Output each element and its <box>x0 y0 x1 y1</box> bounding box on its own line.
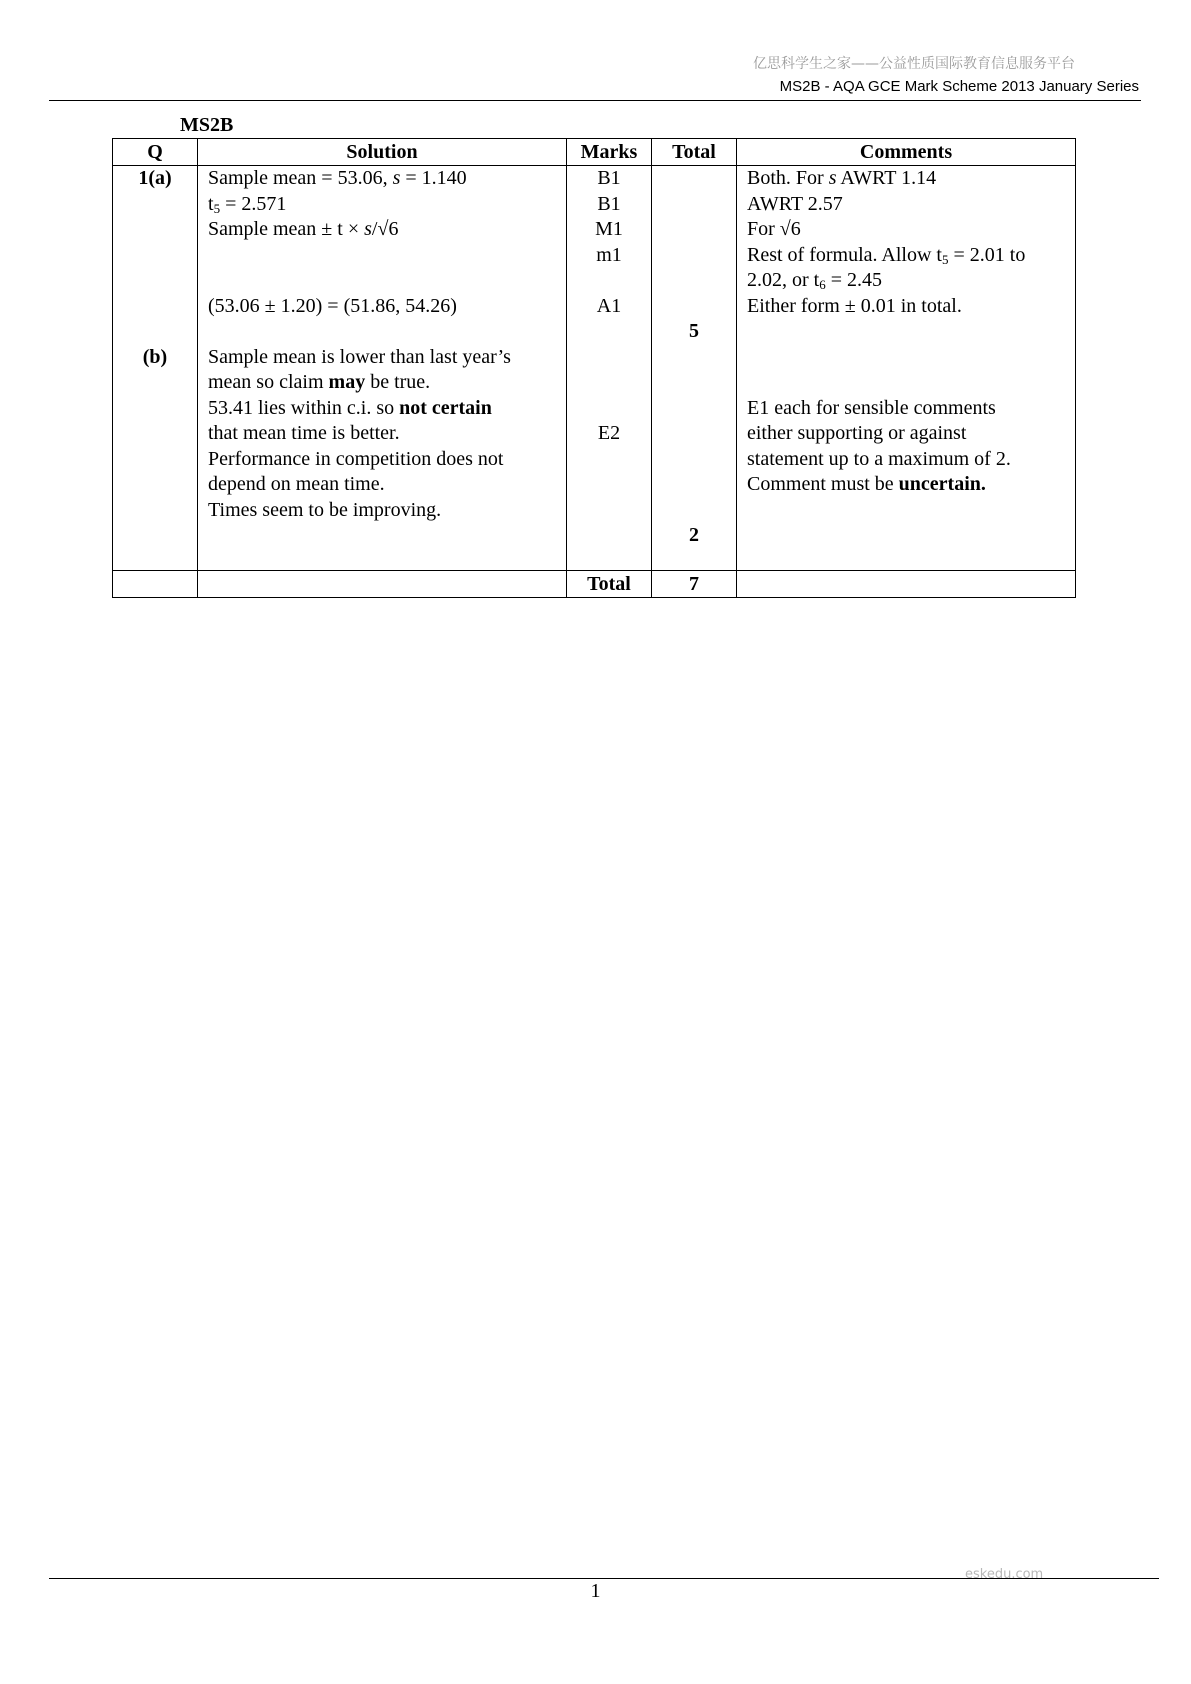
header-marks: Marks <box>567 139 652 166</box>
comment-line: Either form ± 0.01 in total. <box>747 294 962 317</box>
total-cell <box>652 166 737 571</box>
solution-line: 53.41 lies within c.i. so not certain <box>208 396 492 419</box>
empty-cell <box>198 571 567 598</box>
mark-b1: B1 <box>597 192 621 215</box>
solution-line: (53.06 ± 1.20) = (51.86, 54.26) <box>208 294 457 317</box>
page-number: 1 <box>590 1580 601 1602</box>
header-q: Q <box>113 139 198 166</box>
solution-line: Sample mean is lower than last year’s <box>208 345 511 368</box>
grand-total-row <box>113 571 1076 598</box>
mark-m1: M1 <box>595 218 623 240</box>
solution-cell <box>198 166 567 571</box>
document-header: MS2B - AQA GCE Mark Scheme 2013 January Series <box>779 78 1139 95</box>
header-comments: Comments <box>737 139 1076 166</box>
comment-line: Comment must be uncertain. <box>747 473 986 495</box>
comment-line: 2.02, or $t_6 = 2.45$ <box>747 269 882 292</box>
solution-line: that mean time is better. <box>208 422 400 444</box>
comment-line: E1 each for sensible comments <box>747 396 996 419</box>
solution-line: Sample mean ± t × s/√6 <box>208 218 399 240</box>
table-header-row <box>113 139 1076 166</box>
footer-watermark: eskedu.com <box>965 1567 1044 1582</box>
mark-scheme-table <box>112 138 1076 598</box>
mark-m1-method: m1 <box>596 243 622 266</box>
question-1b: (b) <box>142 345 168 368</box>
watermark-banner: 亿思科学生之家——公益性质国际教育信息服务平台 <box>753 56 1075 72</box>
solution-line: depend on mean time. <box>208 473 385 495</box>
mark-a1: A1 <box>596 294 622 317</box>
empty-cell <box>113 571 198 598</box>
mark-b1: B1 <box>597 167 621 189</box>
comment-line: either supporting or against <box>747 422 967 444</box>
comment-line: statement up to a maximum of 2. <box>747 447 1011 470</box>
table-row-q1 <box>113 166 1076 571</box>
header-rule <box>49 100 1141 101</box>
solution-line: Sample mean = 53.06, s = 1.140 <box>208 167 467 189</box>
header-total: Total <box>652 139 737 166</box>
comment-line: For √6 <box>747 218 801 240</box>
comment-line: AWRT 2.57 <box>747 192 843 215</box>
comment-line: Both. For s AWRT 1.14 <box>747 167 937 189</box>
grand-total-label: Total <box>567 571 652 598</box>
solution-line: Performance in competition does not <box>208 447 504 470</box>
section-label: MS2B <box>180 114 234 136</box>
solution-line: mean so claim may be true. <box>208 371 431 393</box>
mark-e2: E2 <box>597 422 621 444</box>
solution-line: $t_5 = 2.571$ <box>208 192 287 216</box>
question-cell <box>113 166 198 571</box>
grand-total-value: 7 <box>652 571 737 598</box>
marks-cell <box>567 166 652 571</box>
total-1b: 2 <box>689 524 699 546</box>
comment-line: Rest of formula. Allow $t_5 = 2.01$ to <box>747 243 1026 267</box>
question-1a: 1(a) <box>138 167 172 189</box>
comments-cell <box>737 166 1076 571</box>
header-solution: Solution <box>198 139 567 166</box>
total-1a: 5 <box>689 320 699 342</box>
empty-cell <box>737 571 1076 598</box>
solution-line: Times seem to be improving. <box>208 498 442 521</box>
